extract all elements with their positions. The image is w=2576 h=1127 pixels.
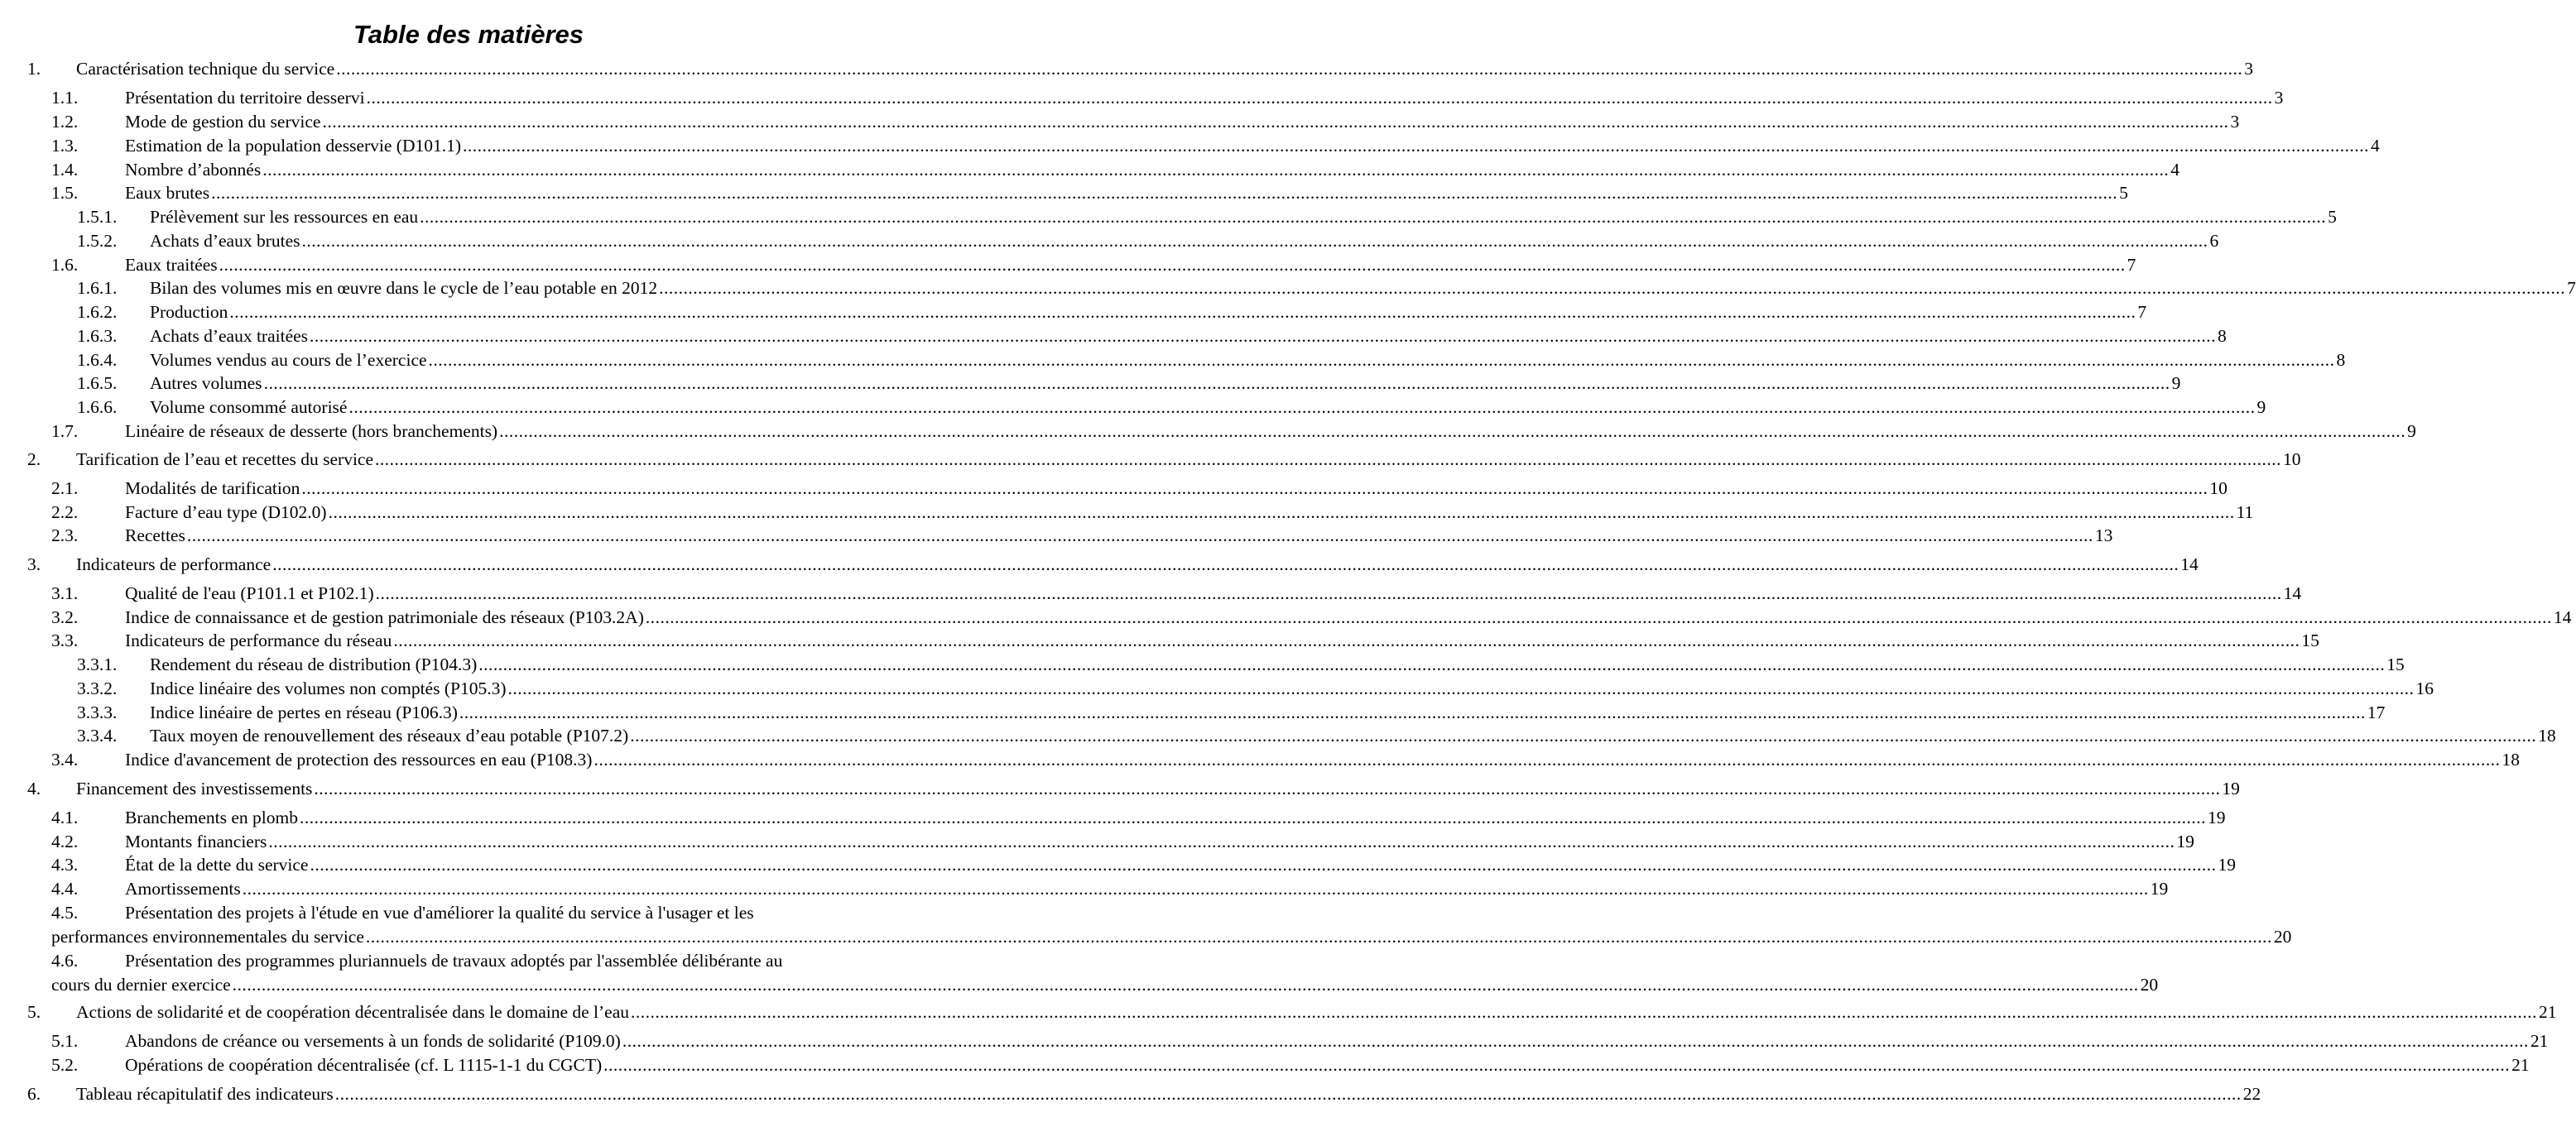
dot-leader [187, 524, 2093, 548]
toc-entry-page-number: 7 [2127, 255, 2136, 275]
toc-entry-page-number: 22 [2242, 1084, 2261, 1104]
toc-entry-page-number: 17 [2367, 703, 2386, 722]
dot-leader [211, 181, 2117, 205]
toc-entry-title: Production [150, 302, 228, 322]
toc-entry-title: Abandons de créance ou versements à un fonds de solidarité (P109.0) [125, 1031, 621, 1051]
toc-entry-title: Indicateurs de performance du réseau [125, 631, 392, 650]
toc-entry-number: 1.2. [51, 112, 79, 132]
toc-entry-title: Eaux traitées [125, 255, 218, 275]
dot-leader [646, 606, 2552, 630]
toc-entry-title: Caractérisation technique du service [76, 59, 335, 79]
toc-entry-title: Présentation des projets à l'étude en vue d'améliorer la qualité du service à l'usager et les [125, 903, 754, 923]
page-title: Table des matières [353, 20, 584, 49]
toc-entry-number: 1.5. [51, 183, 79, 203]
toc-entry-title: Modalités de tarification [125, 478, 300, 498]
dot-leader [463, 134, 2369, 158]
toc-entry-title: Montants financiers [125, 832, 267, 851]
toc-entry-number: 1.7. [51, 421, 79, 441]
toc-entry-title: Financement des investissements [76, 779, 313, 798]
dot-leader [420, 205, 2326, 229]
toc-entry-page-number: 9 [2407, 421, 2416, 441]
dot-leader [329, 501, 2235, 525]
dot-leader [233, 973, 2139, 997]
toc-entry-page-number: 15 [2301, 631, 2319, 650]
dot-leader [314, 777, 2220, 801]
toc-entry-page-number: 5 [2328, 207, 2337, 227]
dot-leader [630, 724, 2536, 748]
dot-leader [631, 1000, 2537, 1024]
toc-entry-page-number: 16 [2415, 679, 2434, 698]
toc-entry-page-number: 19 [2150, 879, 2169, 899]
toc-entry-number: 1.3. [51, 136, 79, 156]
toc-entry-page-number: 21 [2530, 1031, 2549, 1051]
toc-entry-number: 3.3.2. [77, 679, 118, 698]
toc-entry-title: Prélèvement sur les ressources en eau [150, 207, 419, 227]
dot-leader [264, 372, 2170, 396]
toc-entry-title: Rendement du réseau de distribution (P104.3) [150, 655, 478, 674]
toc-entry-number: 3.3.4. [77, 726, 118, 746]
toc-entry-title: Volumes vendus au cours de l’exercice [150, 350, 427, 370]
toc-entry-page-number: 10 [2209, 478, 2228, 498]
toc-entry-page-number: 18 [2538, 726, 2556, 746]
toc-entry-number: 4.2. [51, 832, 79, 851]
toc-entry-number: 5.1. [51, 1031, 79, 1051]
toc-entry-page-number: 8 [2218, 326, 2227, 346]
toc-entry-title: Linéaire de réseaux de desserte (hors branchements) [125, 421, 498, 441]
dot-leader [367, 86, 2273, 110]
toc-entry-page-number: 11 [2236, 502, 2254, 522]
toc-entry-title: Actions de solidarité et de coopération décentralisée dans le domaine de l’eau [76, 1002, 630, 1022]
dot-leader [622, 1029, 2529, 1053]
toc-entry-title: Nombre d’abonnés [125, 160, 262, 180]
toc-entry-number: 2.1. [51, 478, 79, 498]
toc-entry-number: 3.3.3. [77, 703, 118, 722]
toc-entry-number: 4.4. [51, 879, 79, 899]
toc-entry-title: Achats d’eaux traitées [150, 326, 309, 346]
toc-entry-page-number: 20 [2140, 975, 2159, 995]
toc-entry-title: Indice linéaire des volumes non comptés (P105.3) [150, 679, 507, 698]
toc-entry-number: 3.3.1. [77, 655, 118, 674]
toc-entry-number: 6. [27, 1084, 41, 1104]
toc-entry-title: Qualité de l'eau (P101.1 et P102.1) [125, 583, 374, 603]
toc-entry-page-number: 6 [2209, 231, 2219, 251]
toc-entry-number: 3.3. [51, 631, 79, 650]
dot-leader [310, 853, 2216, 877]
toc-entry-page-number: 4 [2371, 136, 2380, 156]
toc-entry-number: 5. [27, 1002, 41, 1022]
toc-entry-number: 1.1. [51, 88, 79, 108]
toc-entry-page-number: 14 [2553, 607, 2572, 627]
toc-entry-number: 2.3. [51, 525, 79, 545]
toc-entry-page-number: 15 [2386, 655, 2405, 674]
dot-leader [478, 653, 2385, 677]
dot-leader [594, 748, 2500, 772]
toc-entry-title: Amortissements [125, 879, 241, 899]
toc-entry-page-number: 8 [2336, 350, 2346, 370]
toc-entry-title: Branchements en plomb [125, 808, 298, 827]
toc-entry-page-number: 20 [2273, 927, 2292, 947]
dot-leader [393, 629, 2300, 653]
toc-entry-title: Indicateurs de performance [76, 554, 272, 574]
toc-entry-page-number: 7 [2567, 278, 2576, 298]
dot-leader [335, 1082, 2242, 1106]
toc-entry-title: Tarification de l’eau et recettes du service [76, 449, 374, 469]
toc-entry-number: 2. [27, 449, 41, 469]
toc-entry-page-number: 21 [2511, 1055, 2530, 1075]
toc-entry-title: Taux moyen de renouvellement des réseaux d’eau potable (P107.2) [150, 726, 629, 746]
toc-entry-page-number: 3 [2274, 88, 2284, 108]
toc-entry-number: 5.2. [51, 1055, 79, 1075]
toc-entry-page-number: 18 [2502, 750, 2520, 770]
toc-entry-title: Eaux brutes [125, 183, 210, 203]
toc-entry-page-number: 13 [2094, 525, 2113, 545]
toc-entry-number: 1.5.1. [77, 207, 118, 227]
toc-entry-page-number: 19 [2207, 808, 2226, 827]
toc-entry-page-number: 19 [2176, 832, 2194, 851]
toc-entry-title: Tableau récapitulatif des indicateurs [76, 1084, 334, 1104]
toc-entry-number: 4.6. [51, 951, 79, 971]
toc-entry-page-number: 19 [2222, 779, 2240, 798]
toc-entry-page-number: 14 [2180, 554, 2199, 574]
toc-entry-number: 1.6.5. [77, 373, 118, 393]
toc-entry-number: 3.2. [51, 607, 79, 627]
dot-leader [376, 582, 2282, 606]
toc-entry-title-continued: performances environnementales du service [51, 927, 364, 947]
toc-entry-page-number: 9 [2256, 397, 2266, 417]
toc-entry-number: 1.6.2. [77, 302, 118, 322]
toc-entry-page-number: 14 [2283, 583, 2302, 603]
toc-entry-title: Présentation des programmes pluriannuels de travaux adoptés par l'assemblée délibérante au [125, 951, 783, 971]
dot-leader [499, 420, 2405, 444]
toc-entry-title: Indice d'avancement de protection des ressources en eau (P108.3) [125, 750, 593, 770]
toc-entry-title: Autres volumes [150, 373, 262, 393]
dot-leader [659, 276, 2565, 300]
toc-entry-title: Indice linéaire de pertes en réseau (P106.3) [150, 703, 458, 722]
toc-entry-number: 4.3. [51, 855, 79, 875]
dot-leader [366, 925, 2272, 949]
toc-entry-number: 1.5.2. [77, 231, 118, 251]
dot-leader [310, 324, 2216, 348]
toc-entry-number: 1.6.4. [77, 350, 118, 370]
toc-entry-title: Estimation de la population desservie (D101.1) [125, 136, 462, 156]
toc-entry-number: 3.4. [51, 750, 79, 770]
toc-entry-title-continued: cours du dernier exercice [51, 975, 231, 995]
toc-entry-number: 4. [27, 779, 41, 798]
dot-leader [336, 57, 2242, 81]
toc-entry-title: Recettes [125, 525, 185, 545]
toc-entry-number: 1.6.3. [77, 326, 118, 346]
dot-leader [302, 229, 2208, 253]
toc-entry-page-number: 3 [2230, 112, 2240, 132]
dot-leader [508, 677, 2415, 701]
dot-leader [243, 877, 2149, 901]
toc-entry-title: Bilan des volumes mis en œuvre dans le cycle de l’eau potable en 2012 [150, 278, 658, 298]
toc-entry-page-number: 9 [2171, 373, 2181, 393]
toc-entry-title: Indice de connaissance et de gestion patrimoniale des réseaux (P103.2A) [125, 607, 644, 627]
toc-entry-page-number: 3 [2244, 59, 2253, 79]
toc-entry-number: 1. [27, 59, 41, 79]
toc-entry-page-number: 10 [2283, 449, 2301, 469]
toc-entry-number: 4.5. [51, 903, 79, 923]
dot-leader [322, 110, 2228, 134]
toc-entry-title: Facture d’eau type (D102.0) [125, 502, 327, 522]
toc-entry-number: 3.1. [51, 583, 79, 603]
dot-leader [429, 348, 2335, 372]
toc-entry-title: Opérations de coopération décentralisée (cf. L 1115-1-1 du CGCT) [125, 1055, 603, 1075]
toc-entry-number: 1.6.6. [77, 397, 118, 417]
dot-leader [603, 1053, 2510, 1077]
toc-entry-title: Achats d’eaux brutes [150, 231, 300, 251]
toc-entry-title: Présentation du territoire desservi [125, 88, 365, 108]
toc-entry-number: 2.2. [51, 502, 79, 522]
toc-entry-number: 1.4. [51, 160, 79, 180]
toc-entry-number: 4.1. [51, 808, 79, 827]
toc-entry-title: État de la dette du service [125, 855, 309, 875]
toc-entry-number: 3. [27, 554, 41, 574]
toc-entry-page-number: 7 [2137, 302, 2147, 322]
dot-leader [459, 701, 2366, 725]
toc-entry-page-number: 19 [2218, 855, 2236, 875]
toc-entry-title: Volume consommé autorisé [150, 397, 348, 417]
dot-leader [272, 553, 2179, 577]
dot-leader [301, 477, 2208, 501]
dot-leader [300, 806, 2206, 830]
dot-leader [219, 253, 2126, 277]
toc-entry-page-number: 4 [2170, 160, 2180, 180]
dot-leader [262, 158, 2169, 182]
dot-leader [268, 830, 2175, 854]
toc-entry-number: 1.6. [51, 255, 79, 275]
dot-leader [348, 396, 2255, 420]
toc-entry-number: 1.6.1. [77, 278, 118, 298]
toc-entry-title: Mode de gestion du service [125, 112, 321, 132]
toc-entry-page-number: 5 [2119, 183, 2128, 203]
toc-entry-page-number: 21 [2539, 1002, 2557, 1022]
dot-leader [375, 448, 2281, 472]
dot-leader [229, 300, 2136, 324]
